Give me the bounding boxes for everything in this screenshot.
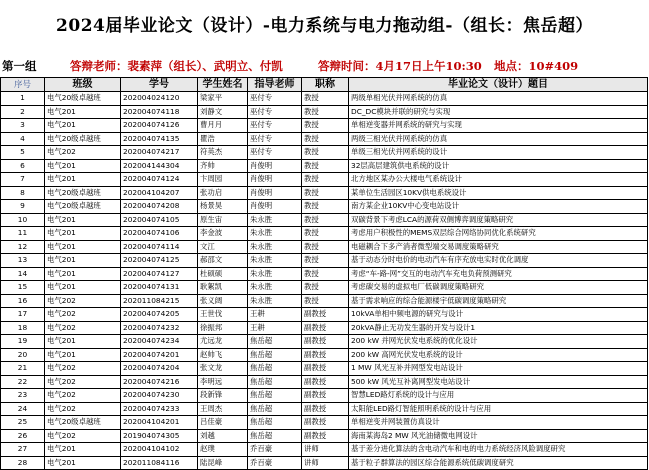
class-cell: 电气202 (45, 308, 121, 322)
advisor-cell: 焦岳超 (248, 402, 302, 416)
rank-cell: 教授 (302, 267, 349, 281)
student-id-cell: 202004074118 (121, 105, 198, 119)
student-name-cell: 徐振邦 (198, 321, 248, 335)
advisor-cell: 肖俊明 (248, 186, 302, 200)
table-row (1, 267, 648, 281)
thesis-title-cell: 电磁耦合下多产消者微型端交易调度策略研究 (349, 240, 648, 254)
rank-cell: 教授 (302, 92, 349, 106)
thesis-title-cell: 双碳背景下考虑LCA的源荷双侧博弈调度策略研究 (349, 213, 648, 227)
table-row (1, 119, 648, 133)
student-name-cell: 陆昆峰 (198, 456, 248, 470)
table-row (1, 402, 648, 416)
student-id-cell: 202004074135 (121, 132, 198, 146)
row-index: 10 (1, 213, 45, 227)
student-name-cell: 齐帅 (198, 159, 248, 173)
class-cell: 电气201 (45, 240, 121, 254)
class-cell: 电气202 (45, 321, 121, 335)
thesis-title-cell: 10kVA单相中频电源的研究与设计 (349, 308, 648, 322)
student-id-cell: 202004074114 (121, 240, 198, 254)
student-id-cell: 202004074105 (121, 213, 198, 227)
thesis-title-cell: 200 kW 并网光伏发电系统的优化设计 (349, 335, 648, 349)
class-cell: 电气201 (45, 281, 121, 295)
class-cell: 电气201 (45, 105, 121, 119)
rank-cell: 副教授 (302, 335, 349, 349)
student-id-cell: 202004074205 (121, 308, 198, 322)
class-cell: 电气20级卓越班 (45, 186, 121, 200)
rank-cell: 教授 (302, 200, 349, 214)
advisor-cell: 焦岳超 (248, 362, 302, 376)
class-cell: 电气202 (45, 294, 121, 308)
table-row (1, 146, 648, 160)
table-row (1, 227, 648, 241)
student-name-cell: 赵璞 (198, 443, 248, 457)
row-index: 28 (1, 456, 45, 470)
thesis-title-cell: 太阳能LED路灯智能照明系统的设计与应用 (349, 402, 648, 416)
row-index: 11 (1, 227, 45, 241)
col-header-index: 序号 (1, 78, 45, 92)
thesis-title-cell: 考虑“车-路-网”交互的电动汽车充电负荷预测研究 (349, 267, 648, 281)
rank-cell: 教授 (302, 159, 349, 173)
student-id-cell: 202004104201 (121, 416, 198, 430)
student-name-cell: 李金波 (198, 227, 248, 241)
student-id-cell: 202011084215 (121, 294, 198, 308)
col-header-student-id: 学号 (121, 78, 198, 92)
student-id-cell: 202004074234 (121, 335, 198, 349)
advisor-cell: 巫付专 (248, 146, 302, 160)
student-name-cell: 李明远 (198, 375, 248, 389)
row-index: 21 (1, 362, 45, 376)
advisor-cell: 王耕 (248, 321, 302, 335)
advisor-cell: 巫付专 (248, 119, 302, 133)
student-name-cell: 吕佳豪 (198, 416, 248, 430)
student-id-cell: 202004024120 (121, 92, 198, 106)
class-cell: 电气201 (45, 254, 121, 268)
advisor-cell: 巫付专 (248, 105, 302, 119)
student-name-cell: 耿絮凯 (198, 281, 248, 295)
student-id-cell: 202004074204 (121, 362, 198, 376)
table-row (1, 429, 648, 443)
rank-cell: 教授 (302, 213, 349, 227)
student-name-cell: 张义阔 (198, 294, 248, 308)
thesis-title-cell: 基于需求响应的综合能源楼宇低碳调度策略研究 (349, 294, 648, 308)
table-row (1, 240, 648, 254)
thesis-title-cell: 南方某企业10KV中心变电站设计 (349, 200, 648, 214)
row-index: 19 (1, 335, 45, 349)
student-id-cell: 202004074230 (121, 389, 198, 403)
student-name-cell: 刘越 (198, 429, 248, 443)
student-name-cell: 张功启 (198, 186, 248, 200)
rank-cell: 讲师 (302, 443, 349, 457)
table-row (1, 416, 648, 430)
row-index: 6 (1, 159, 45, 173)
thesis-title-cell: 单相逆变器并网系统的研究与实现 (349, 119, 648, 133)
table-row (1, 294, 648, 308)
table-row (1, 159, 648, 173)
table-row (1, 389, 648, 403)
student-id-cell: 202004104102 (121, 443, 198, 457)
rank-cell: 副教授 (302, 321, 349, 335)
student-id-cell: 202004074233 (121, 402, 198, 416)
student-name-cell: 刘静文 (198, 105, 248, 119)
rank-cell: 教授 (302, 281, 349, 295)
student-name-cell: 尤远龙 (198, 335, 248, 349)
table-row (1, 335, 648, 349)
rank-cell: 副教授 (302, 402, 349, 416)
thesis-title-cell: 基于动态分时电价的电动汽车有序充放电实时优化调度 (349, 254, 648, 268)
row-index: 5 (1, 146, 45, 160)
thesis-title-cell: 500 kW 风光互补离网型发电站设计 (349, 375, 648, 389)
student-id-cell: 202004074126 (121, 119, 198, 133)
thesis-title-cell: 两级单相光伏并网系统的仿真 (349, 92, 648, 106)
advisor-cell: 焦岳超 (248, 416, 302, 430)
row-index: 24 (1, 402, 45, 416)
thesis-title-cell: 海南某海岛2 MW 风光油储微电网设计 (349, 429, 648, 443)
table-row (1, 456, 648, 470)
rank-cell: 教授 (302, 132, 349, 146)
advisor-cell: 朱永胜 (248, 227, 302, 241)
advisor-cell: 肖俊明 (248, 159, 302, 173)
class-cell: 电气201 (45, 456, 121, 470)
student-name-cell: 梁家平 (198, 92, 248, 106)
student-name-cell: 张文龙 (198, 362, 248, 376)
row-index: 12 (1, 240, 45, 254)
student-name-cell: 段新锋 (198, 389, 248, 403)
class-cell: 电气201 (45, 159, 121, 173)
table-row (1, 375, 648, 389)
thesis-title-cell: 单级三相光伏并网系统的设计 (349, 146, 648, 160)
advisor-cell: 焦岳超 (248, 375, 302, 389)
location-text: 地点：10#409 (494, 59, 579, 73)
advisor-cell: 朱永胜 (248, 213, 302, 227)
student-name-cell: 卞周园 (198, 173, 248, 187)
advisor-cell: 肖俊明 (248, 200, 302, 214)
rank-cell: 教授 (302, 186, 349, 200)
defense-time-text: 答辩时间：4月17日上午10:30 (318, 59, 482, 73)
thesis-title-cell: 考虑用户积极性的MEMS双层综合网络协同优化系统研究 (349, 227, 648, 241)
row-index: 25 (1, 416, 45, 430)
table-row (1, 281, 648, 295)
rank-cell: 副教授 (302, 348, 349, 362)
advisor-cell: 巫付专 (248, 92, 302, 106)
advisor-cell: 焦岳超 (248, 335, 302, 349)
student-id-cell: 202004104207 (121, 186, 198, 200)
student-name-cell: 原生宙 (198, 213, 248, 227)
student-id-cell: 202004074217 (121, 146, 198, 160)
col-header-class: 班级 (45, 78, 121, 92)
class-cell: 电气201 (45, 348, 121, 362)
row-index: 16 (1, 294, 45, 308)
table-row (1, 132, 648, 146)
student-name-cell: 杜硕硕 (198, 267, 248, 281)
rank-cell: 教授 (302, 227, 349, 241)
row-index: 26 (1, 429, 45, 443)
table-row (1, 443, 648, 457)
advisor-cell: 朱永胜 (248, 294, 302, 308)
thesis-title-cell: 考虑碳交易的虚拟电厂低碳调度策略研究 (349, 281, 648, 295)
advisor-cell: 王耕 (248, 308, 302, 322)
row-index: 15 (1, 281, 45, 295)
rank-cell: 教授 (302, 146, 349, 160)
student-name-cell: 杨景昊 (198, 200, 248, 214)
rank-cell: 副教授 (302, 416, 349, 430)
row-index: 18 (1, 321, 45, 335)
row-index: 8 (1, 186, 45, 200)
table-row (1, 321, 648, 335)
advisor-cell: 乔百豪 (248, 456, 302, 470)
table-row (1, 213, 648, 227)
class-cell: 电气201 (45, 443, 121, 457)
row-index: 13 (1, 254, 45, 268)
table-row (1, 362, 648, 376)
student-id-cell: 202004074216 (121, 375, 198, 389)
session-info (0, 58, 649, 74)
advisor-cell: 焦岳超 (248, 348, 302, 362)
row-index: 1 (1, 92, 45, 106)
thesis-table (0, 77, 648, 470)
advisor-cell: 朱永胜 (248, 281, 302, 295)
row-index: 9 (1, 200, 45, 214)
class-cell: 电气20级卓越班 (45, 92, 121, 106)
group-label: 第一组 (2, 59, 37, 73)
student-id-cell: 202004074208 (121, 200, 198, 214)
rank-cell: 副教授 (302, 308, 349, 322)
rank-cell: 教授 (302, 119, 349, 133)
advisor-cell: 朱永胜 (248, 267, 302, 281)
student-id-cell: 202004144304 (121, 159, 198, 173)
advisor-cell: 焦岳超 (248, 389, 302, 403)
examiners-text: 答辩老师：裴素萍（组长）、武明立、付凯 (70, 59, 283, 73)
table-row (1, 254, 648, 268)
student-id-cell: 202004074131 (121, 281, 198, 295)
row-index: 17 (1, 308, 45, 322)
class-cell: 电气201 (45, 227, 121, 241)
advisor-cell: 朱永胜 (248, 240, 302, 254)
student-name-cell: 瞿浩 (198, 132, 248, 146)
class-cell: 电气202 (45, 146, 121, 160)
row-index: 20 (1, 348, 45, 362)
class-cell: 电气201 (45, 173, 121, 187)
rank-cell: 副教授 (302, 375, 349, 389)
thesis-title-cell: 20kVA静止无功发生器的开发与设计1 (349, 321, 648, 335)
thesis-title-cell: DC_DC模块并联的研究与实现 (349, 105, 648, 119)
table-row (1, 308, 648, 322)
col-header-student-name: 学生姓名 (198, 78, 248, 92)
table-row (1, 92, 648, 106)
student-id-cell: 202004074124 (121, 173, 198, 187)
student-id-cell: 201904074305 (121, 429, 198, 443)
thesis-title-cell: 单相逆变并网装置仿真设计 (349, 416, 648, 430)
thesis-title-cell: 某单位生活园区10KV供电系统设计 (349, 186, 648, 200)
col-header-thesis-title: 毕业论文（设计）题目 (349, 78, 648, 92)
col-header-advisor: 指导老师 (248, 78, 302, 92)
student-name-cell: 赵帅飞 (198, 348, 248, 362)
thesis-title-cell: 32层高层建筑供电系统的设计 (349, 159, 648, 173)
student-id-cell: 202004074106 (121, 227, 198, 241)
row-index: 3 (1, 119, 45, 133)
thesis-title-cell: 两级三相光伏并网系统的仿真 (349, 132, 648, 146)
thesis-title-cell: 基于粒子群算法的园区综合能源系统低碳调度研究 (349, 456, 648, 470)
rank-cell: 副教授 (302, 429, 349, 443)
class-cell: 电气201 (45, 119, 121, 133)
table-row (1, 105, 648, 119)
row-index: 7 (1, 173, 45, 187)
class-cell: 电气201 (45, 213, 121, 227)
row-index: 23 (1, 389, 45, 403)
class-cell: 电气201 (45, 267, 121, 281)
row-index: 27 (1, 443, 45, 457)
class-cell: 电气20级卓越班 (45, 132, 121, 146)
rank-cell: 教授 (302, 173, 349, 187)
table-row (1, 173, 648, 187)
class-cell: 电气202 (45, 402, 121, 416)
class-cell: 电气202 (45, 375, 121, 389)
class-cell: 电气201 (45, 335, 121, 349)
table-row (1, 200, 648, 214)
student-name-cell: 王世伐 (198, 308, 248, 322)
thesis-title-cell: 基于差分进化算法的含电动汽车和电的电力系统经济风险调度研究 (349, 443, 648, 457)
advisor-cell: 乔百豪 (248, 443, 302, 457)
thesis-title-cell: 北方地区某办公大楼电气系统设计 (349, 173, 648, 187)
row-index: 2 (1, 105, 45, 119)
advisor-cell: 巫付专 (248, 132, 302, 146)
row-index: 4 (1, 132, 45, 146)
student-name-cell: 王周杰 (198, 402, 248, 416)
class-cell: 电气202 (45, 362, 121, 376)
thesis-title-cell: 1 MW 风光互补并网型发电站设计 (349, 362, 648, 376)
table-header-row (1, 78, 648, 92)
student-id-cell: 202004074201 (121, 348, 198, 362)
rank-cell: 教授 (302, 240, 349, 254)
class-cell: 电气202 (45, 429, 121, 443)
class-cell: 电气202 (45, 389, 121, 403)
student-id-cell: 202011084116 (121, 456, 198, 470)
rank-cell: 教授 (302, 105, 349, 119)
rank-cell: 副教授 (302, 362, 349, 376)
row-index: 14 (1, 267, 45, 281)
rank-cell: 教授 (302, 294, 349, 308)
table-row (1, 186, 648, 200)
page-title: 2024届毕业论文（设计）-电力系统与电力拖动组-（组长：焦岳超） (56, 15, 593, 36)
thesis-title-cell: 200 kW 高网光伏发电系统的设计 (349, 348, 648, 362)
advisor-cell: 朱永胜 (248, 254, 302, 268)
student-id-cell: 202004074125 (121, 254, 198, 268)
student-name-cell: 郝邵文 (198, 254, 248, 268)
row-index: 22 (1, 375, 45, 389)
col-header-rank: 职称 (302, 78, 349, 92)
rank-cell: 讲师 (302, 456, 349, 470)
table-row (1, 348, 648, 362)
student-name-cell: 曹月月 (198, 119, 248, 133)
student-id-cell: 202004074127 (121, 267, 198, 281)
class-cell: 电气20级卓越班 (45, 416, 121, 430)
advisor-cell: 焦岳超 (248, 429, 302, 443)
thesis-title-cell: 智慧LED路灯系统的设计与应用 (349, 389, 648, 403)
student-id-cell: 202004074232 (121, 321, 198, 335)
student-name-cell: 符英杰 (198, 146, 248, 160)
rank-cell: 教授 (302, 254, 349, 268)
rank-cell: 副教授 (302, 389, 349, 403)
class-cell: 电气20级卓越班 (45, 200, 121, 214)
advisor-cell: 肖俊明 (248, 173, 302, 187)
student-name-cell: 文江 (198, 240, 248, 254)
